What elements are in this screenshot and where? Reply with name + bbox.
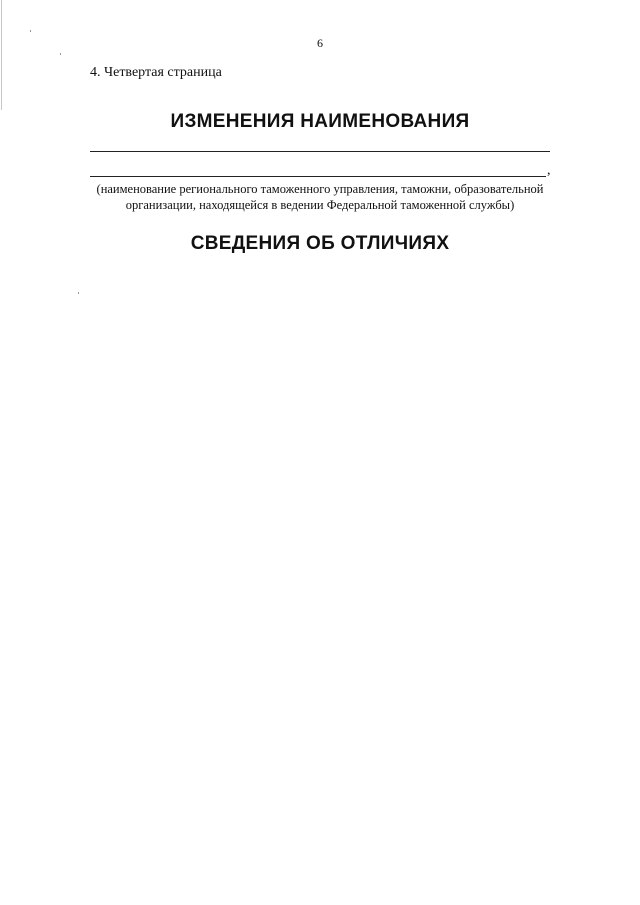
caption-line: организации, находящейся в ведении Федеральной таможенной службы) xyxy=(125,198,515,212)
fill-in-line xyxy=(90,151,550,152)
title-differences: СВЕДЕНИЯ ОБ ОТЛИЧИЯХ xyxy=(190,233,450,254)
item-heading: 4. Четвертая страница xyxy=(90,65,222,80)
scan-speck xyxy=(30,30,31,32)
page-number: 6 xyxy=(317,36,323,50)
fill-in-line xyxy=(90,176,546,177)
line-end-comma: , xyxy=(547,163,551,178)
field-caption xyxy=(80,181,560,213)
scan-speck xyxy=(78,292,79,294)
caption-line: (наименование регионального таможенного управления, таможни, образовательной xyxy=(96,182,544,196)
scan-speck xyxy=(60,53,61,55)
title-changes: ИЗМЕНЕНИЯ НАИМЕНОВАНИЯ xyxy=(170,111,470,132)
scan-edge-mark xyxy=(1,0,2,110)
